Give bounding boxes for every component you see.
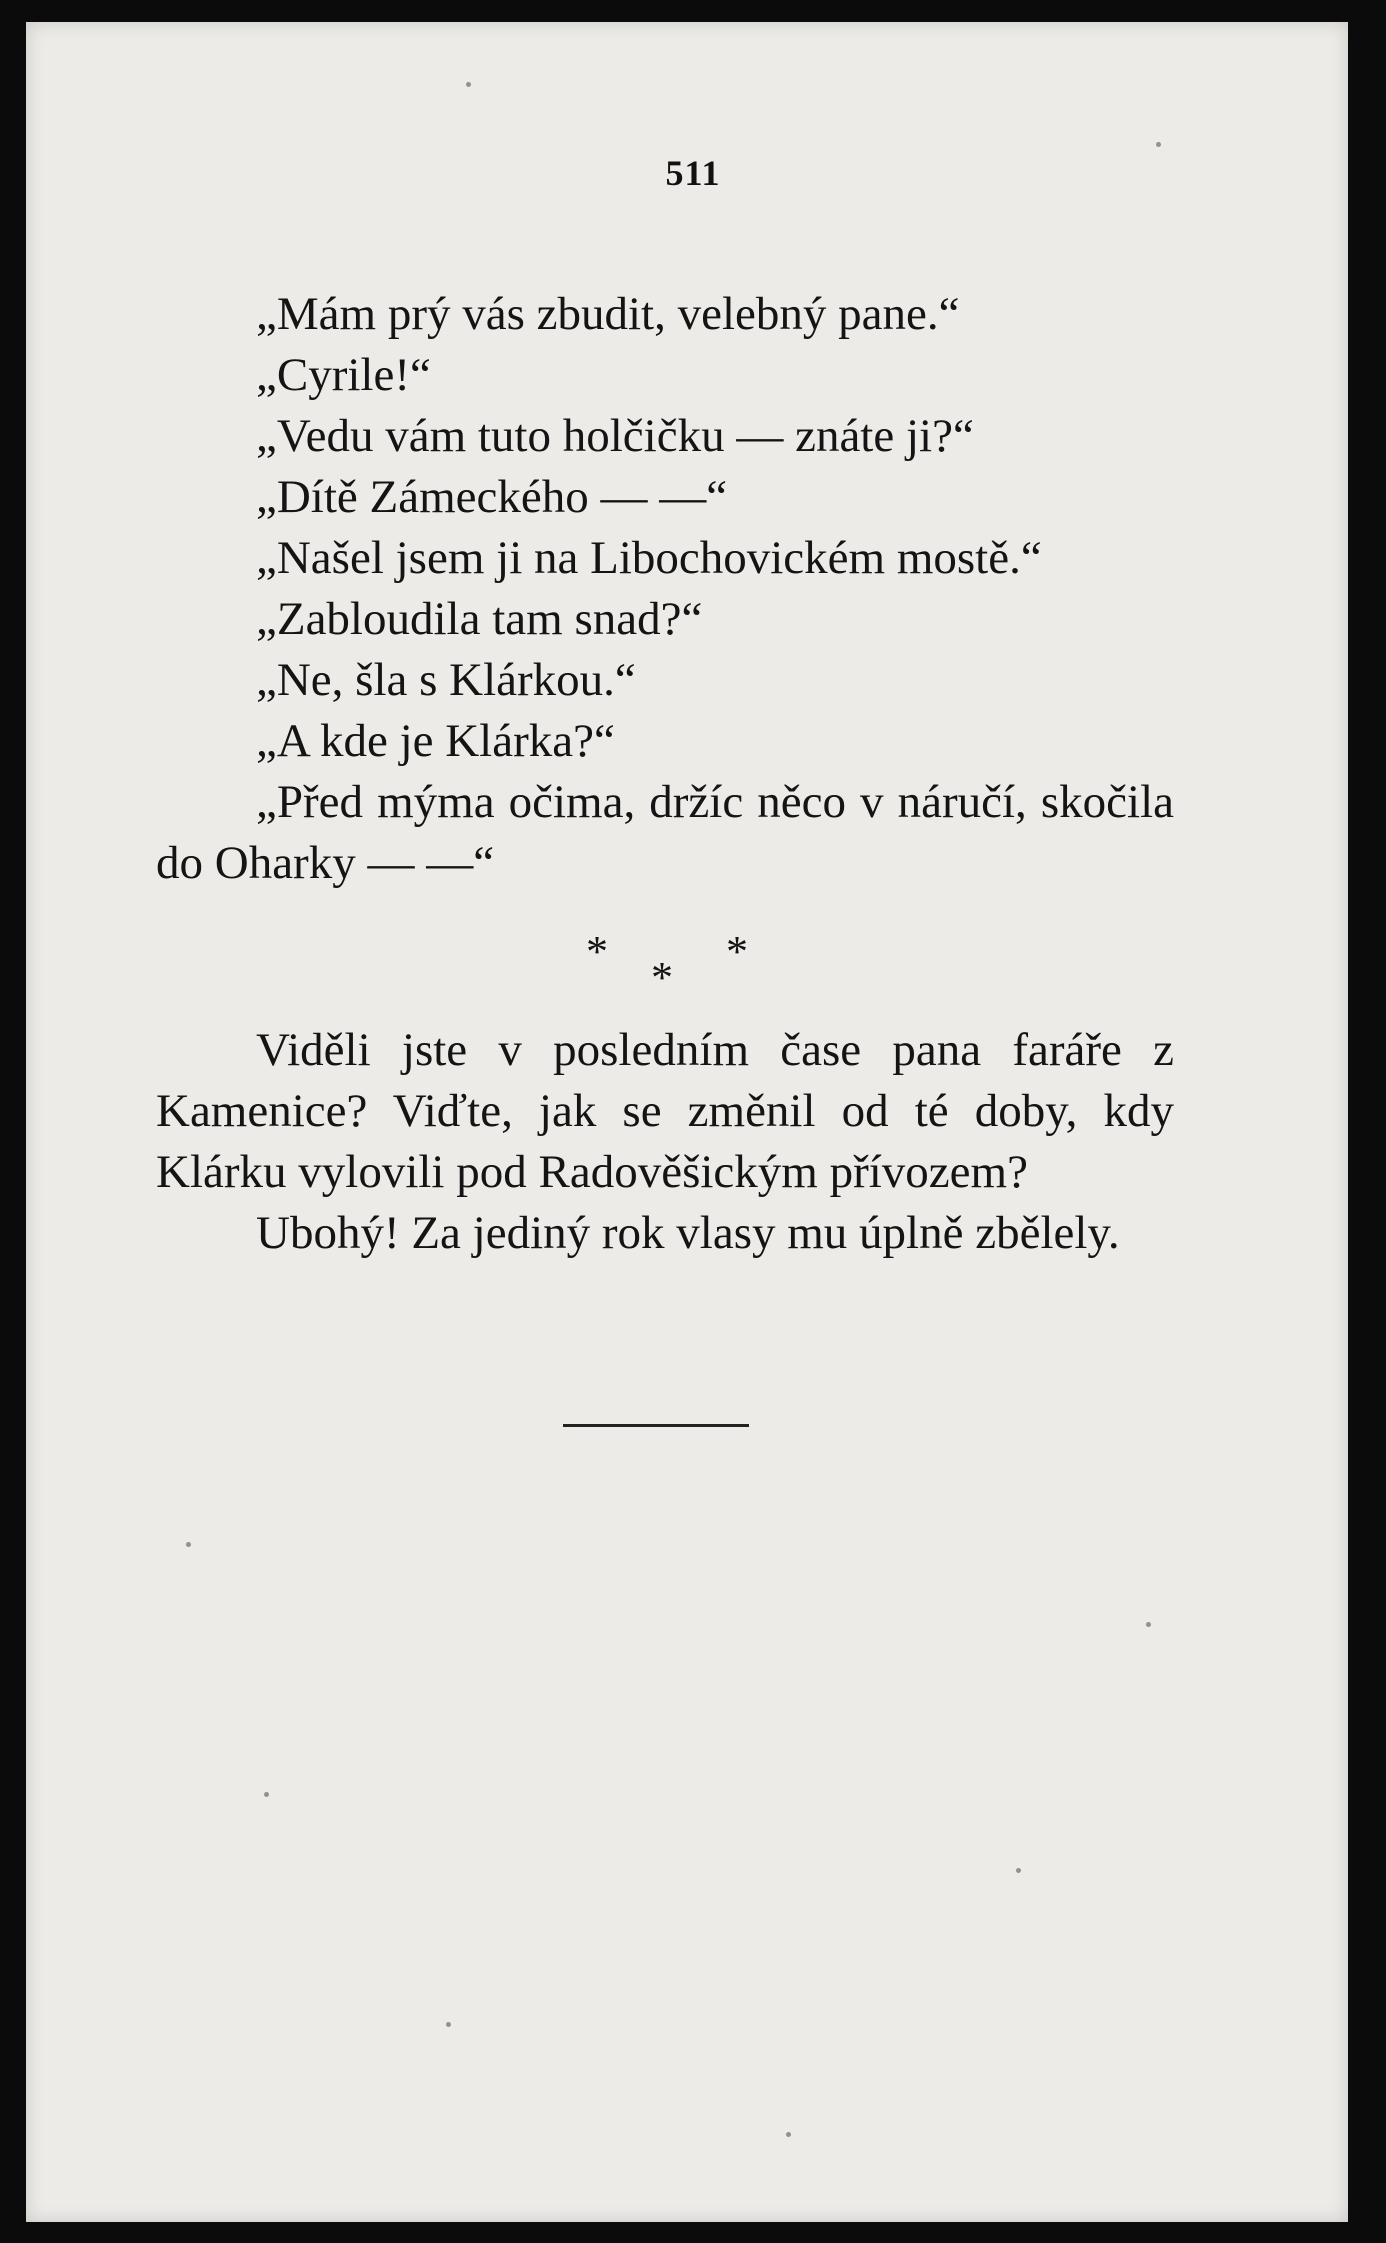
paper-speck [466,82,471,87]
dialogue-line: „Zabloudila tam snad?“ [256,593,703,645]
dialogue-line: „Našel jsem ji na Libochovickém mostě.“ [256,532,1042,584]
dialogue-line: „A kde je Klárka?“ [256,715,615,767]
separator-star: * [586,927,608,976]
dialogue-line: „Cyrile!“ [256,349,431,401]
narration-paragraph: Ubohý! Za jediný rok vlasy mu úplně zbělely. [256,1207,1120,1259]
paper-speck [186,1542,191,1547]
dialogue-line: „Mám prý vás zbudit, velebný pane.“ [256,288,960,340]
dialogue-paragraph: „Před mýma očima, držíc něco v náručí, skočila do Oharky — —“ [156,776,1174,889]
book-page [26,22,1348,2222]
narration-block [156,1020,1174,1264]
dialogue-block [156,284,1174,894]
separator-star: * [726,927,748,976]
paper-speck [264,1792,269,1797]
dialogue-line: „Vedu vám tuto holčičku — znáte ji?“ [256,410,974,462]
dialogue-line: „Ne, šla s Klárkou.“ [256,654,636,706]
end-rule [563,1424,749,1427]
narration-paragraph: Viděli jste v posledním čase pana faráře z Kamenice? Viďte, jak se změnil od té doby, kdy Klárku vylovili pod Radověšickým přívozem? [156,1024,1174,1198]
dialogue-line: „Dítě Zámeckého — —“ [256,471,728,523]
paper-speck [786,2132,791,2137]
separator-star: * [651,953,673,1002]
asterism-separator [26,926,1348,1006]
paper-speck [446,2022,451,2027]
paper-speck [1156,142,1161,147]
page-number: 511 [665,153,721,193]
paper-speck [1016,1868,1021,1873]
paper-speck [1146,1622,1151,1627]
